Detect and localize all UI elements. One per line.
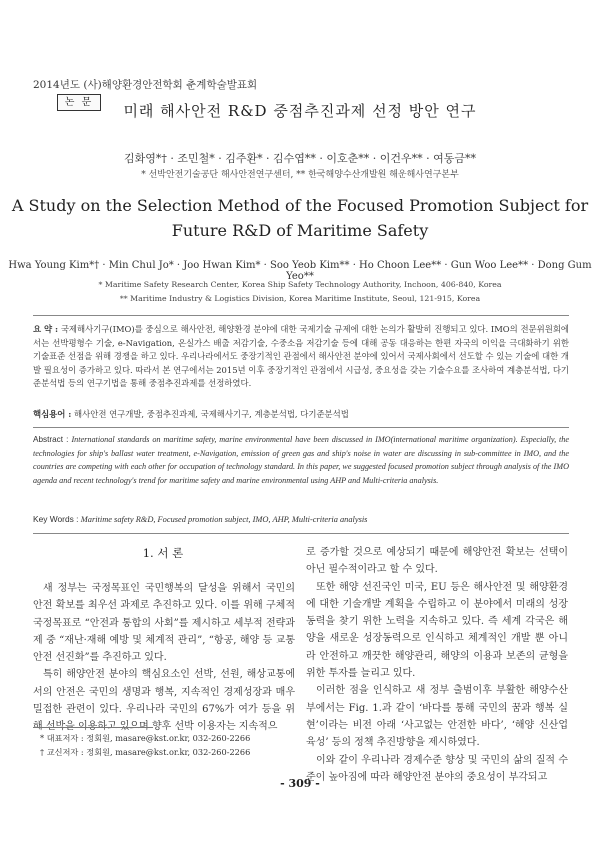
- english-title: [0, 193, 600, 243]
- paragraph: 이와 같이 우리나라 경제수준 향상 및 국민의 삶의 질적 수준이 높아짐에 따라 해양안전 분야의 중요성이 부각되고: [306, 754, 568, 783]
- conference-header: 2014년도 (사)해양환경안전학회 춘계학술발표회: [33, 79, 258, 91]
- paragraph: 이러한 점을 인식하고 새 정부 출범이후 부활한 해양수산부에서는 Fig. 1.과 같이 ‘바다를 통해 국민의 꿈과 행복 실현’이라는 비전 아래 ‘사고없는 안전한 바다’, ‘해양 신산업 육성’ 등의 정책 추진방향을 제시하였다.: [306, 685, 568, 749]
- english-keywords-label: Key Words :: [33, 514, 79, 524]
- english-abstract-text: International standards on maritime safety, marine environmental have been discussed in IMO(international maritime organization). Especially, the technologies for ship's ballast water treatment, e-Navigation, emission of green gas and ship's noise in water are discussing in sub-committee in IMO, and the countries are competing with each other for occupation of technology standard. In this paper, we suggested focused promotion subject through analysis of the IMO agenda and recent technology's trend for maritime safety and marine environmental using AHP and Multi-criteria analysis.: [33, 435, 569, 486]
- korean-abstract: [33, 323, 569, 391]
- english-affiliation-1: * Maritime Safety Research Center, Korea Ship Safety Technology Authority, Inchoon, 406-840, Korea: [98, 280, 502, 289]
- korean-abstract-label: 요 약 :: [33, 324, 59, 334]
- english-title-line-1: A Study on the Selection Method of the Focused Promotion Subject for: [11, 196, 589, 215]
- korean-title: 미래 해사안전 R&D 중점추진과제 선정 방안 연구: [123, 102, 477, 120]
- korean-keywords: [33, 408, 569, 422]
- english-abstract: [33, 433, 569, 488]
- english-abstract-label: Abstract :: [33, 435, 69, 444]
- paragraph: 새 정부는 국정목표인 국민행복의 달성을 위해서 국민의 안전 확보를 최우선 과제로 추진하고 있다. 이를 위해 구체적 국정목표로 “안전과 통합의 사회”를 제시하고 세부적 전략과제 중 “재난·재해 예방 및 체계적 관리”, “항공, 해양 등 교통안전 선진화”를 추진하고 있다.: [33, 583, 295, 664]
- korean-keywords-label: 핵심용어 :: [33, 409, 72, 419]
- divider: [33, 533, 569, 534]
- english-title-line-2: Future R&D of Maritime Safety: [171, 221, 429, 240]
- body-column-left: [33, 580, 295, 736]
- body-column-right: [306, 544, 568, 786]
- paragraph: 또한 해양 선진국인 미국, EU 등은 해사안전 및 해양환경에 대한 기술개발 계획을 수립하고 이 분야에서 미래의 성장동력을 찾기 위한 노력을 지속하고 있다. 즉 세계 각국은 해양을 새로운 성장동력으로 인식하고 체계적인 개발 뿐 아니라 안전하고 깨끗한 해양관리, 해양의 이용과 보존의 균형을 위한 투자를 늘리고 있다.: [306, 581, 568, 680]
- korean-authors: 김화영*† · 조민철* · 김주환* · 김수엽** · 이호춘** · 이건우** · 여동금**: [123, 152, 477, 165]
- paper-type-tag: 논 문: [57, 94, 101, 111]
- english-keywords-text: Maritime safety R&D, Focused promotion subject, IMO, AHP, Multi-criteria analysis: [80, 515, 368, 524]
- footnote-lead-author: * 대표저자 : 정회원, masare@kst.or.kr, 032-260-2266: [40, 733, 251, 743]
- paragraph: 특히 해양안전 분야의 핵심요소인 선박, 선원, 해상교통에서의 안전은 국민의 생명과 행복, 지속적인 경제성장과 매우 밀접한 관련이 있다. 우리나라 국민의 67%가 여가 등을 위해 선박을 이용하고 있으며 향후 선박 이용자는 지속적으: [33, 669, 295, 733]
- korean-affiliation: * 선박안전기술공단 해사안전연구센터, ** 한국해양수산개발원 해운해사연구본부: [141, 170, 459, 180]
- footnote-corresponding-author: † 교신저자 : 정회원, masare@kst.or.kr, 032-260-2266: [40, 747, 251, 757]
- footnote-divider: [33, 727, 153, 728]
- korean-keywords-text: 해사안전 연구개발, 중점추진과제, 국제해사기구, 계층분석법, 다기준분석법: [74, 409, 349, 419]
- page-number: - 309 -: [280, 777, 320, 790]
- divider: [33, 315, 569, 316]
- english-authors: Hwa Young Kim*† · Min Chul Jo* · Joo Hwan Kim* · Soo Yeob Kim** · Ho Choon Lee** · Gun Woo Lee** · Dong Gum Yeo**: [8, 260, 592, 282]
- paragraph: 로 증가할 것으로 예상되기 때문에 해양안전 확보는 선택이 아닌 필수적이라고 할 수 있다.: [306, 547, 568, 576]
- english-keywords: [33, 514, 367, 524]
- divider: [33, 427, 569, 428]
- korean-abstract-text: 국제해사기구(IMO)를 중심으로 해사안전, 해양환경 분야에 대한 국제기술 규제에 대한 논의가 활발히 진행되고 있다. IMO의 전문위원회에서는 선박평형수 기술, e-Navigation, 온실가스 배출 저감기술, 수중소음 저감기술 등에 대해 공동 대응하는 한편 자국의 이익을 극대화하기 위한 기술표준 선점을 위해 경쟁을 하고 있다. 우리나라에서도 중장기적인 관점에서 해사안전 분야에 있어서 국제사회에서 선도할 수 있는 기술에 대한 개발 필요성이 증가하고 있다. 따라서 본 연구에서는 2015년 이후 중장기적인 관점에서 시급성, 중요성을 갖는 기술수요를 조사하여 계층분석법, 다기준분석법 등의 연구기법을 통해 중점추진과제를 선정하였다.: [33, 324, 569, 389]
- section-title: 1. 서 론: [142, 546, 184, 560]
- english-affiliation-2: ** Maritime Industry & Logistics Division, Korea Maritime Institute, Seoul, 121-915, Korea: [119, 294, 481, 303]
